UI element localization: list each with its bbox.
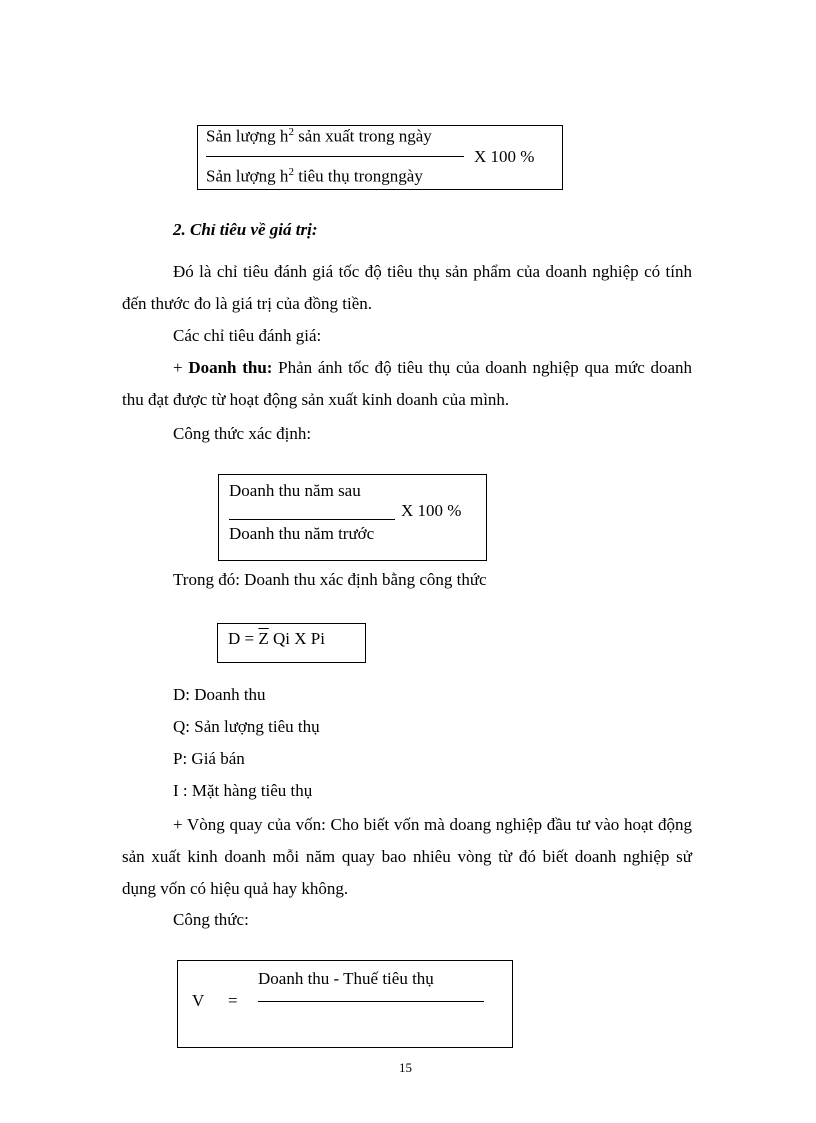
formula-multiplier: X 100 % <box>474 147 535 166</box>
fraction-line <box>229 519 395 520</box>
fraction-line <box>206 156 464 157</box>
fraction-line <box>258 1001 484 1002</box>
paragraph-capital-turnover: + Vòng quay của vốn: Cho biết vốn mà doang nghiệp đầu tư vào hoạt động sản xuất kinh doanh mỗi năm quay bao nhiêu vòng từ đó biết doanh nghiệp sử dụng vốn có hiệu quả hay không. <box>122 815 692 898</box>
formula-multiplier: X 100 % <box>401 501 462 520</box>
formula-box-revenue-definition <box>217 623 366 663</box>
paragraph-revenue: + Doanh thu: Phản ánh tốc độ tiêu thụ của doanh nghiệp qua mức doanh thu đạt được từ hoạt động sản xuất kinh doanh của mình. <box>122 358 693 409</box>
formula-lhs: V <box>192 991 205 1010</box>
formula-numerator: Sản lượng $h^2$ sản xuất trong ngày <box>206 126 432 146</box>
definition-item: I : Mặt hàng tiêu thụ <box>173 781 313 800</box>
formula-denominator: Doanh thu năm trước <box>229 524 375 543</box>
definition-item: Q: Sản lượng tiêu thụ <box>173 717 320 736</box>
definition-item: P: Giá bán <box>173 749 245 768</box>
formula-expression: $D = \overline{Z}$ Qi X Pi <box>228 629 325 648</box>
formula-box-revenue-ratio <box>218 474 487 561</box>
formula-box-capital-turnover <box>177 960 513 1048</box>
criteria-label: Các chỉ tiêu đánh giá: <box>173 326 322 345</box>
formula-equals: = <box>228 991 238 1010</box>
formula-box-production-ratio <box>197 125 563 190</box>
section-heading: 2. Chỉ tiêu về giá trị: <box>173 220 318 239</box>
formula-numerator: Doanh thu năm sau <box>229 481 361 500</box>
definition-item: D: Doanh thu <box>173 685 266 704</box>
formula-denominator: Sản lượng $h^2$ tiêu thụ trongngày <box>206 166 423 186</box>
formula-numerator: Doanh thu - Thuế tiêu thụ <box>258 969 434 988</box>
sum-symbol: $\overline{Z}$ <box>258 629 269 648</box>
revenue-formula-label: Trong đó: Doanh thu xác định bằng công thức <box>173 570 487 589</box>
page-number: 15 <box>399 1060 412 1075</box>
formula-label: Công thức xác định: <box>173 424 312 443</box>
paragraph-value-intro: Đó là chỉ tiêu đánh giá tốc độ tiêu thụ sản phẩm của doanh nghiệp có tính đến thước đo là giá trị của đồng tiền. <box>122 262 692 313</box>
formula-label-2: Công thức: <box>173 910 249 929</box>
